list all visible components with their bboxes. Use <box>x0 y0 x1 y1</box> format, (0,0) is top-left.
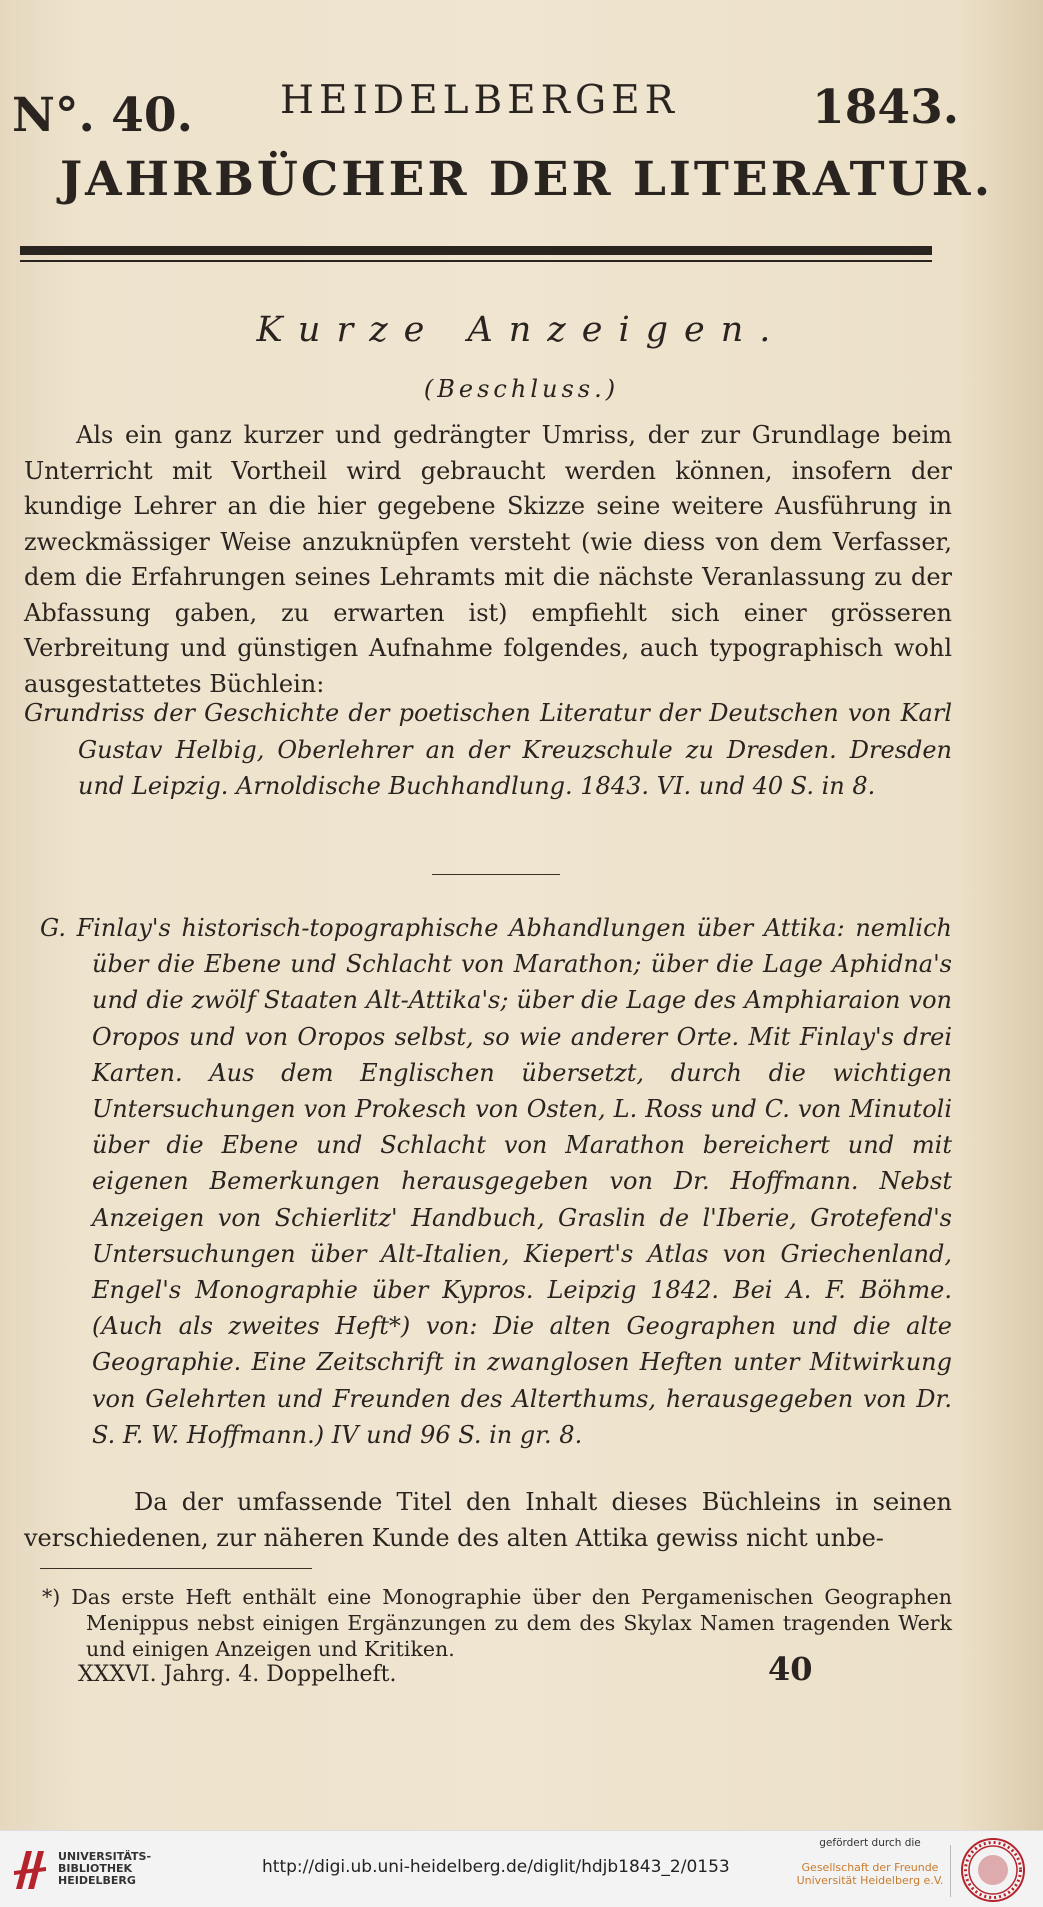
journal-name: HEIDELBERGER <box>280 78 680 123</box>
signature-mark: XXXVI. Jahrg. 4. Doppelheft. <box>78 1662 397 1687</box>
library-logo-icon <box>10 1845 50 1893</box>
university-seal-icon <box>960 1837 1026 1903</box>
body-paragraph: Da der umfassende Titel den Inhalt dieses Büchleins in seinen verschiedenen, zur näheren Kunde des alten Attika gewiss nicht unbe- <box>24 1488 952 1552</box>
masthead <box>0 70 1043 143</box>
divider <box>950 1845 951 1897</box>
sponsor-name: Universität Heidelberg e.V. <box>796 1874 944 1887</box>
section-title: Kurze Anzeigen. <box>256 310 787 350</box>
body-paragraph: Als ein ganz kurzer und gedrängter Umriss, der zur Grundlage beim Unterricht mit Vortheil wird gebraucht werden können, insofern der kundige Lehrer an die hier gegebene Skizze seine weitere Ausführung in zweckmässiger Weise anzuknüpfen versteht (wie diess von dem Verfasser, dem die Erfahrungen seines Lehramts mit die nächste Veranlassung zu der Abfassung gaben, zu erwarten ist) empfiehlt sich einer grösseren Verbreitung und günstigen Aufnahme folgendes, auch typographisch wohl ausgestattetes Büchlein: <box>24 421 952 698</box>
library-name-line: BIBLIOTHEK <box>58 1862 133 1875</box>
journal-title: JAHRBÜCHER DER LITERATUR. <box>59 152 994 207</box>
sponsor-block <box>795 1837 945 1887</box>
permalink[interactable]: http://digi.ub.uni-heidelberg.de/diglit/hdjb1843_2/0153 <box>262 1857 730 1877</box>
issue-year: 1843. <box>812 80 960 135</box>
viewer-footer <box>0 1830 1043 1907</box>
bibliographic-entry: G. Finlay's historisch-topographische Abhandlungen über Attika: nemlich über die Ebene und Schlacht von Marathon; über die Lage Aphidna's und die zwölf Staaten Alt-Attika's; über die Lage des Amphiaraion von Oropos und von Oropos selbst, so wie anderer Orte. Mit Finlay's drei Karten. Aus dem Englischen übersetzt, durch die wichtigen Untersuchungen von Prokesch von Osten, L. Ross und C. von Minutoli über die Ebene und Schlacht von Marathon bereichert und mit eigenen Bemerkungen herausgegeben von Dr. Hoffmann. Nebst Anzeigen von Schierlitz' Handbuch, Graslin de l'Iberie, Grotefend's Untersuchungen über Alt-Italien, Kiepert's Atlas von Griechenland, Engel's Monographie über Kypros. Leipzig 1842. Bei A. F. Böhme. (Auch als zweites Heft*) von: Die alten Geographen und die alte Geographie. Eine Zeitschrift in zwanglosen Heften unter Mitwirkung von Gelehrten und Freunden des Alterthums, herausgegeben von Dr. S. F. W. Hoffmann.) IV und 96 S. in gr. 8. <box>40 914 952 1449</box>
sponsor-name: Gesellschaft der Freunde <box>801 1861 939 1874</box>
footnote-rule <box>40 1568 312 1569</box>
issue-number: N°. 40. <box>12 88 193 143</box>
library-name-line: UNIVERSITÄTS- <box>58 1850 152 1863</box>
page-number: 40 <box>768 1650 813 1688</box>
library-name <box>58 1851 151 1887</box>
section-subtitle: (Beschluss.) <box>423 375 620 403</box>
sponsor-label: gefördert durch die <box>819 1837 921 1849</box>
header-rule-thin <box>20 260 932 262</box>
footnote: *) Das erste Heft enthält eine Monographie über den Pergamenischen Geographen Menippus nebst einigen Ergänzungen zu dem des Skylax Namen tragenden Werk und einigen Anzeigen und Kritiken. <box>42 1585 952 1661</box>
library-name-line: HEIDELBERG <box>58 1874 136 1887</box>
header-rule <box>20 246 932 255</box>
section-divider <box>432 874 560 875</box>
bibliographic-entry: Grundriss der Geschichte der poetischen Literatur der Deutschen von Karl Gustav Helbig, Oberlehrer an der Kreuzschule zu Dresden. Dresden und Leipzig. Arnoldische Buchhandlung. 1843. VI. und 40 S. in 8. <box>24 699 952 800</box>
